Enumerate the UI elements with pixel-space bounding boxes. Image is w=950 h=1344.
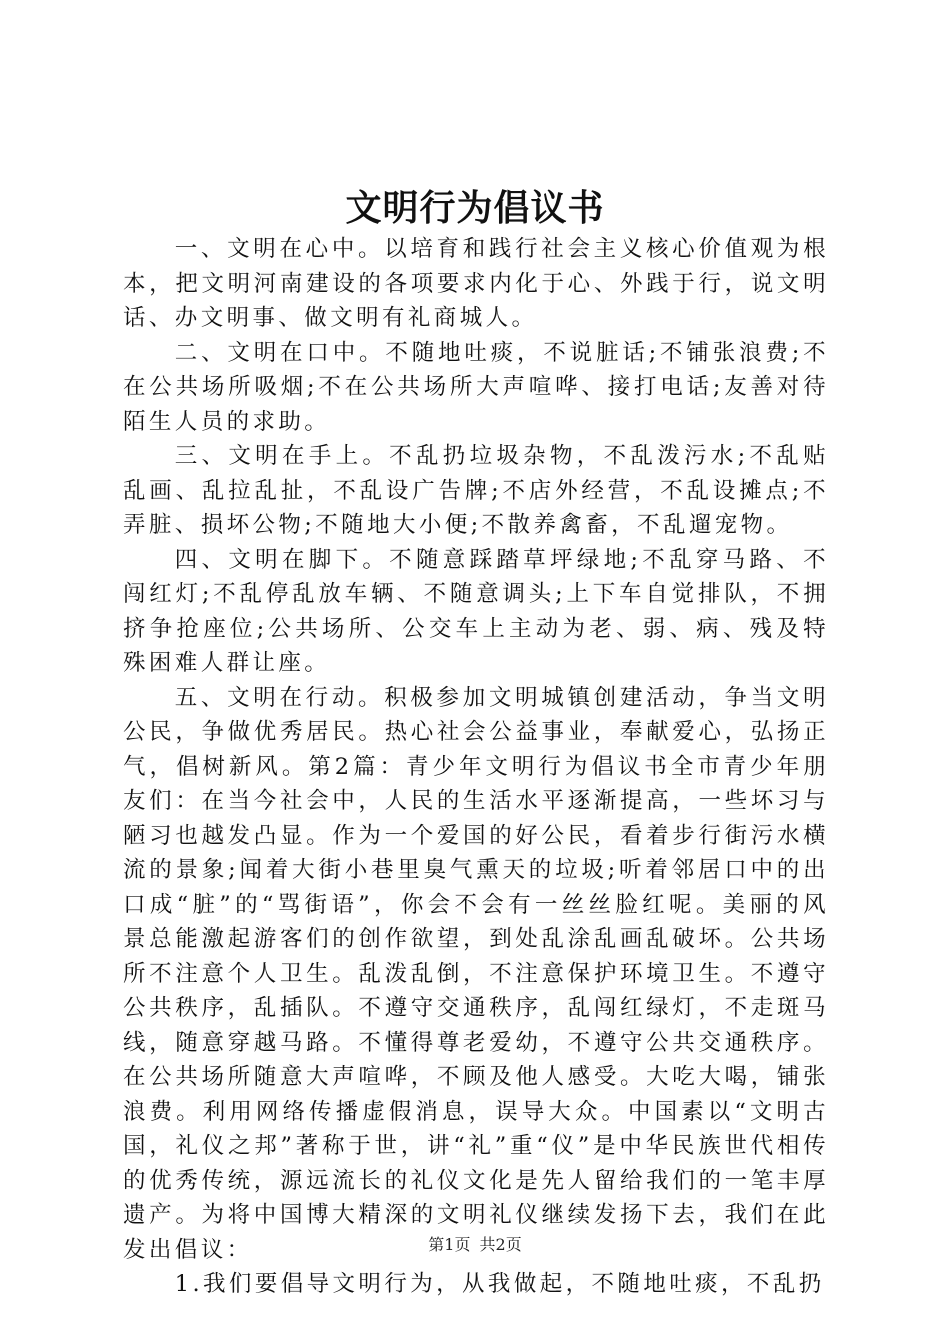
paragraph-6: 1.我们要倡导文明行为，从我做起，不随地吐痰，不乱扔 — [174, 1271, 825, 1297]
page-total: 共2页 — [479, 1235, 522, 1254]
paragraph-5: 五、文明在行动。积极参加文明城镇创建活动，争当文明公民，争做优秀居民。热心社会公益事业，奉献爱心，弘扬正气，倡树新风。第2篇：青少年文明行为倡议书全市青少年朋友们：在当今社会中，人民的生活水平逐渐提高，一些坏习与陋习也越发凸显。作为一个爱国的好公民，看着步行街污水横流的景象;闻着大街小巷里臭气熏天的垃圾;听着邻居口中的出口成“脏”的“骂街语”，你会不会有一丝丝脸红呢。美丽的风景总能激起游客们的创作欲望，到处乱涂乱画乱破坏。公共场所不注意个人卫生。乱泼乱倒，不注意保护环境卫生。不遵守公共秩序，乱插队。不遵守交通秩序，乱闯红绿灯，不走斑马线，随意穿越马路。不懂得尊老爱幼，不遵守公共交通秩序。在公共场所随意大声喧哗，不顾及他人感受。大吃大喝，铺张浪费。利用网络传播虚假消息，误导大众。中国素以“文明古国，礼仪之邦”著称于世，讲“礼”重“仪”是中华民族世代相传的优秀传统，源远流长的礼仪文化是先人留给我们的一笔丰厚遗产。为将中国博大精深的文明礼仪继续发扬下去，我们在此发出倡议： — [123, 684, 829, 1263]
paragraph-1: 一、文明在心中。以培育和践行社会主义核心价值观为根本，把文明河南建设的各项要求内化于心、外践于行，说文明话、办文明事、做文明有礼商城人。 — [123, 236, 829, 331]
page-number: 第1页 — [428, 1235, 471, 1254]
page-footer — [0, 1233, 950, 1257]
document-title: 文明行为倡议书 — [345, 187, 605, 229]
paragraph-2: 二、文明在口中。不随地吐痰，不说脏话;不铺张浪费;不在公共场所吸烟;不在公共场所大声喧哗、接打电话;友善对待陌生人员的求助。 — [123, 339, 829, 435]
paragraph-4: 四、文明在脚下。不随意踩踏草坪绿地;不乱穿马路、不闯红灯;不乱停乱放车辆、不随意调头;上下车自觉排队，不拥挤争抢座位;公共场所、公交车上主动为老、弱、病、残及特殊困难人群让座。 — [123, 546, 829, 676]
paragraph-3: 三、文明在手上。不乱扔垃圾杂物，不乱泼污水;不乱贴乱画、乱拉乱扯，不乱设广告牌;不店外经营，不乱设摊点;不弄脏、损坏公物;不随地大小便;不散养禽畜，不乱遛宠物。 — [123, 443, 829, 538]
document-body — [123, 232, 829, 1302]
